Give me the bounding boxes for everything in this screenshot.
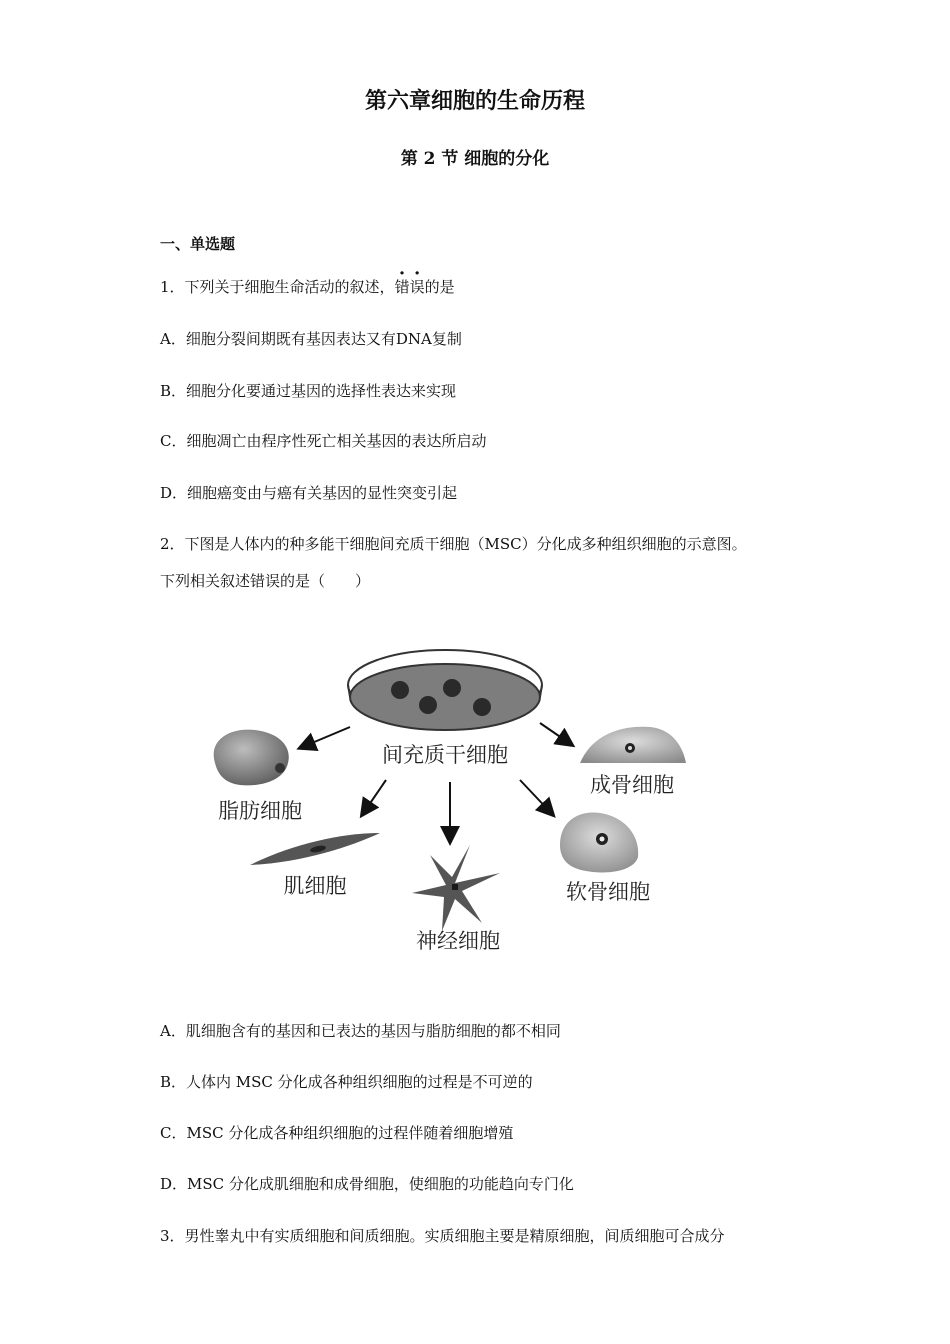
nerve-cell-label: 神经细胞: [416, 929, 500, 953]
question-1-option-b: B．细胞分化要通过基因的选择性表达来实现: [160, 382, 457, 400]
petri-dish: [348, 650, 542, 730]
section-subtitle: 第 2 节 细胞的分化: [400, 149, 550, 169]
nerve-cell-icon: [412, 845, 500, 931]
arrow-to-fat: [300, 727, 350, 748]
question-1-option-c: C．细胞凋亡由程序性死亡相关基因的表达所启动: [160, 432, 487, 450]
question-2-option-d: D．MSC 分化成肌细胞和成骨细胞，使细胞的功能趋向专门化: [160, 1175, 574, 1193]
page-title: 第六章细胞的生命历程: [364, 88, 585, 114]
emphasis-char: 误: [409, 278, 425, 296]
question-2-option-b: B．人体内 MSC 分化成各种组织细胞的过程是不可逆的: [160, 1073, 533, 1091]
question-2-stem-line-2: 下列相关叙述错误的是（ ）: [160, 572, 371, 590]
msc-differentiation-figure: [200, 635, 700, 965]
arrow-to-cartilage: [520, 780, 553, 815]
question-1-option-a: A．细胞分裂间期既有基因表达又有DNA复制: [160, 330, 462, 348]
arrow-to-bone: [540, 723, 572, 745]
section-heading: 一、单选题: [160, 235, 236, 253]
muscle-cell-label: 肌细胞: [283, 874, 347, 898]
arrow-to-muscle: [362, 780, 386, 815]
bone-cell-label: 成骨细胞: [590, 773, 674, 797]
question-text: 男性睾丸中有实质细胞和间质细胞。实质细胞主要是精原细胞，间质细胞可合成分: [184, 1227, 725, 1245]
question-3-stem: [160, 1226, 725, 1246]
muscle-cell-icon: [250, 833, 380, 865]
question-1-option-d: D．细胞癌变由与癌有关基因的显性突变引起: [160, 484, 458, 502]
question-text: 下图是人体内的种多能干细胞间充质干细胞（MSC）分化成多种组织细胞的示意图。: [184, 535, 747, 553]
cartilage-cell-label: 软骨细胞: [566, 880, 650, 904]
question-number: 2．: [160, 535, 185, 553]
question-2-option-c: C．MSC 分化成各种组织细胞的过程伴随着细胞增殖: [160, 1124, 514, 1142]
question-2-stem-line-1: [160, 534, 747, 554]
question-number: 1．: [160, 278, 185, 296]
bone-cell-icon: [580, 727, 686, 763]
question-text: 的是: [424, 278, 455, 296]
question-number: 3．: [160, 1227, 185, 1245]
question-text: 下列关于细胞生命活动的叙述，: [184, 278, 395, 296]
emphasis-char: 错: [394, 278, 410, 296]
cartilage-cell-icon: [560, 812, 638, 872]
fat-cell-icon: [214, 730, 289, 786]
question-2-option-a: A．肌细胞含有的基因和已表达的基因与脂肪细胞的都不相同: [160, 1022, 561, 1040]
fat-cell-label: 脂肪细胞: [218, 799, 302, 823]
msc-label: 间充质干细胞: [382, 743, 508, 767]
question-1-stem: [160, 277, 455, 297]
